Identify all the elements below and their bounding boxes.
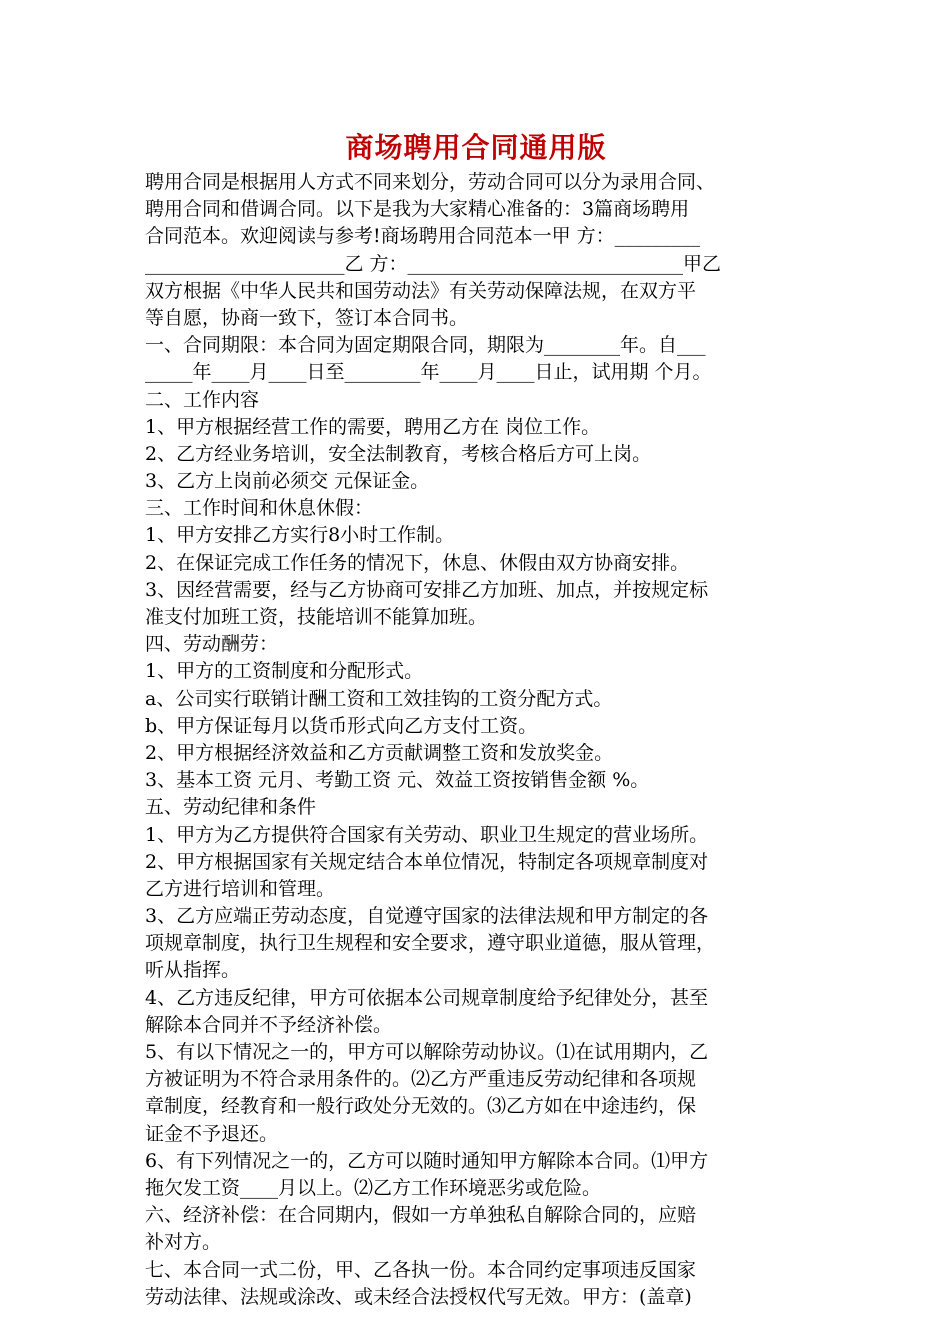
document-line: 证金不予退还。 [145, 1122, 279, 1145]
document-line: 5、有以下情况之一的，甲方可以解除劳动协议。⑴在试用期内，乙 [145, 1041, 709, 1063]
document-line: 1、甲方为乙方提供符合国家有关劳动、职业卫生规定的营业场所。 [145, 823, 709, 846]
document-line: b、甲方保证每月以货币形式向乙方支付工资。 [145, 714, 538, 737]
document-line: 1、甲方安排乙方实行8小时工作制。 [145, 524, 455, 547]
document-line: 六、经济补偿：在合同期内，假如一方单独私自解除合同的，应赔 [145, 1204, 697, 1227]
document-line: 三、工作时间和休息休假： [145, 497, 374, 520]
document-line: 6、有下列情况之一的，乙方可以随时通知甲方解除本合同。⑴甲方 [145, 1149, 709, 1172]
document-line: _____________________乙 方：_____________________________甲乙 [145, 252, 722, 275]
document-line: 聘用合同和借调合同。以下是我为大家精心准备的：3篇商场聘用 [145, 198, 690, 221]
document-line: 乙方进行培训和管理。 [145, 877, 336, 900]
document-line: 准支付加班工资，技能培训不能算加班。 [145, 606, 488, 628]
document-line: 五、劳动纪律和条件 [145, 796, 317, 819]
document-line: 4、乙方违反纪律，甲方可依据本公司规章制度给予纪律处分，甚至 [145, 986, 709, 1009]
document-line: 2、乙方经业务培训，安全法制教育，考核合格后方可上岗。 [145, 442, 652, 465]
document-line: 拖欠发工资____月以上。⑵乙方工作环境恶劣或危险。 [145, 1176, 602, 1199]
document-line: 合同范本。欢迎阅读与参考!商场聘用合同范本一甲 方：_________ [145, 225, 701, 248]
document-line: 七、本合同一式二份，甲、乙各执一份。本合同约定事项违反国家 [145, 1258, 697, 1281]
document-line: 聘用合同是根据用人方式不同来划分，劳动合同可以分为录用合同、 [145, 171, 716, 193]
document-line: 2、在保证完成工作任务的情况下，休息、休假由双方协商安排。 [145, 551, 690, 574]
document-page [145, 128, 807, 1311]
document-line: 3、乙方上岗前必须交 元保证金。 [145, 470, 430, 493]
document-line: 3、乙方应端正劳动态度，自觉遵守国家的法律法规和甲方制定的各 [145, 905, 709, 928]
document-title: 商场聘用合同通用版 [345, 131, 607, 164]
document-line: 一、合同期限：本合同为固定期限合同，期限为________年。自___ [145, 334, 706, 357]
document-line: 补对方。 [145, 1231, 222, 1254]
document-line: 2、甲方根据经济效益和乙方贡献调整工资和发放奖金。 [145, 741, 614, 764]
document-line: 1、甲方根据经营工作的需要，聘用乙方在 岗位工作。 [145, 415, 601, 438]
document-line: 2、甲方根据国家有关规定结合本单位情况，特制定各项规章制度对 [145, 850, 709, 873]
document-line: 四、劳动酬劳： [145, 633, 279, 656]
document-line: 章制度，经教育和一般行政处分无效的。⑶乙方如在中途违约，保 [145, 1095, 697, 1118]
document-line: 劳动法律、法规或涂改、或未经合法授权代写无效。甲方：(盖章) [145, 1285, 692, 1308]
document-line: a、公司实行联销计酬工资和工效挂钩的工资分配方式。 [145, 687, 613, 710]
document-line: 方被证明为不符合录用条件的。⑵乙方严重违反劳动纪律和各项规 [145, 1068, 697, 1091]
document-line: 3、因经营需要，经与乙方协商可安排乙方加班、加点，并按规定标 [145, 578, 709, 601]
document-line: 二、工作内容 [145, 388, 260, 411]
document-line: 双方根据《中华人民共和国劳动法》有关劳动保障法规，在双方平 [145, 279, 697, 302]
document-line: 项规章制度，执行卫生规程和安全要求，遵守职业道德，服从管理， [145, 932, 716, 955]
document-line: 等自愿，协商一致下，签订本合同书。 [145, 306, 469, 329]
document-line: 3、基本工资 元月、考勤工资 元、效益工资按销售金额 %。 [145, 769, 650, 792]
document-body [145, 169, 807, 1311]
document-line: 1、甲方的工资制度和分配形式。 [145, 660, 424, 683]
document-line: 解除本合同并不予经济补偿。 [145, 1013, 393, 1036]
document-line: 听从指挥。 [145, 959, 241, 982]
document-line: _____年____月____日至________年____月____日止，试用期 个月。 [145, 361, 712, 384]
